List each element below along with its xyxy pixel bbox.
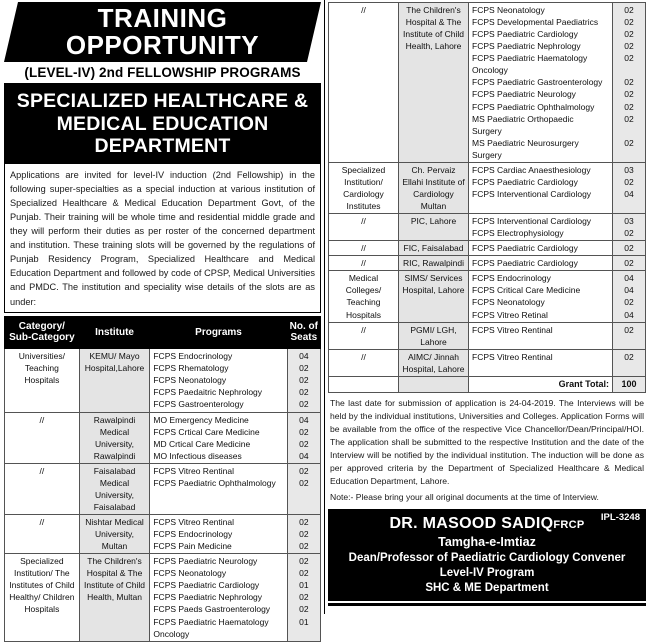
cell-programs: [469, 349, 613, 376]
cell-category: Specialized Institution/ The Institutes of Child Healthy/ Children Hospitals: [5, 554, 80, 641]
cell-seats: [287, 554, 320, 641]
program-line: FCPS Endocrinology: [153, 351, 233, 362]
seat-count: 04: [624, 285, 634, 296]
seat-count: 02: [624, 351, 634, 362]
cell-seats: [287, 515, 320, 554]
cell-institute: FIC, Faisalabad: [399, 241, 469, 256]
program-line: FCPS Paediatric Gastroenterology: [472, 77, 603, 88]
cell-institute: Rawalpindi Medical University, Rawalpindi: [79, 412, 150, 463]
table-row: [329, 349, 646, 376]
cell-category: //: [5, 515, 80, 554]
table-row: [329, 271, 646, 322]
program-line: FCPS Cardiac Anaesthesiology: [472, 164, 591, 175]
program-line: FCPS Rhematology: [153, 363, 229, 374]
seat-count: 02: [624, 113, 634, 124]
cell-programs: [469, 322, 613, 349]
cell-institute: RIC, Rawalpindi: [399, 256, 469, 271]
cell-institute: SIMS/ Services Hospital, Lahore: [399, 271, 469, 322]
program-line: MO Infectious diseases: [153, 450, 242, 461]
seat-count: 02: [624, 5, 634, 15]
seat-count: 02: [299, 517, 309, 528]
cell-programs: [469, 271, 613, 322]
programs-table-right: [328, 2, 646, 393]
cell-programs: [469, 162, 613, 213]
cell-seats: [613, 241, 646, 256]
cell-category: Universities/ Teaching Hospitals: [5, 349, 80, 412]
program-line: Surgery: [472, 149, 502, 160]
cell-seats: [287, 463, 320, 514]
program-line: FCPS Interventional Cardiology: [472, 216, 592, 227]
bottom-rule: [328, 603, 646, 606]
seat-count: 04: [624, 309, 634, 320]
program-line: FCPS Paediatric Cardiology: [472, 29, 578, 40]
table-body-left: [5, 349, 321, 641]
program-line: FCPS Paediatric Neurology: [472, 89, 576, 100]
table-row: [5, 554, 321, 641]
table-row: [329, 3, 646, 163]
programs-table-left: [4, 316, 321, 642]
intro-block: [4, 164, 321, 313]
footer-note-line: Note:- Please bring your all original documents at the time of Interview.: [330, 492, 599, 503]
program-line: FCPS Paediatric Cardiology: [472, 176, 578, 187]
cell-category: Specialized Institution/ Cardiology Institutes: [329, 162, 399, 213]
header-seats: No. of Seats: [287, 316, 320, 349]
cell-category: //: [329, 214, 399, 241]
cell-institute: PIC, Lahore: [399, 214, 469, 241]
seat-count: 02: [624, 297, 634, 308]
program-line: FCPS Vitreo Retinal: [472, 309, 548, 320]
program-line: FCPS Paediatric Cardiology: [472, 243, 578, 254]
seat-count: 02: [299, 426, 309, 437]
program-line: FCPS Crtical Care Medicine: [153, 426, 260, 437]
table-row: [329, 322, 646, 349]
seat-count: 04: [299, 414, 309, 425]
program-line: MO Emergency Medicine: [153, 414, 249, 425]
signature-role: Dean/Professor of Paediatric Cardiology Convener Level-IV Program: [348, 552, 626, 580]
seat-count: 02: [299, 541, 309, 552]
cell-institute: Faisalabad Medical University, Faisalabad: [79, 463, 150, 514]
cell-programs: [469, 241, 613, 256]
program-line: FCPS Developmental Paediatrics: [472, 17, 599, 28]
seat-count: 02: [299, 604, 309, 615]
cell-seats: [613, 214, 646, 241]
table-body-right: [329, 3, 646, 377]
program-line: FCPS Vitreo Rentinal: [472, 351, 553, 362]
program-line: FCPS Paediatric Neurology: [153, 556, 258, 567]
department-banner: [4, 85, 321, 164]
seat-count: 01: [299, 580, 309, 591]
program-line: Surgery: [472, 125, 502, 136]
seat-count: 02: [624, 53, 634, 64]
seat-count: 03: [624, 216, 634, 227]
program-line: Oncology: [472, 65, 508, 76]
signature-block: [328, 509, 646, 601]
program-line: FCPS Gastroenterology: [153, 399, 244, 410]
cell-seats: [613, 349, 646, 376]
cell-category: Medical Colleges/ Teaching Hospitals: [329, 271, 399, 322]
cell-seats: [613, 322, 646, 349]
program-line: FCPS Electrophysiology: [472, 228, 564, 239]
program-line: Oncology: [153, 628, 190, 639]
program-line: FCPS Pain Medicine: [153, 541, 232, 552]
cell-category: //: [329, 349, 399, 376]
program-line: FCPS Endocrinology: [153, 529, 233, 540]
seat-count: 02: [624, 176, 634, 187]
seat-count: 04: [299, 351, 309, 362]
program-line: FCPS Paediatric Cardiology: [472, 258, 578, 269]
cell-institute: AIMC/ Jinnah Hospital, Lahore: [399, 349, 469, 376]
seat-count: 02: [299, 375, 309, 386]
cell-programs: [150, 554, 287, 641]
seat-count: 02: [624, 324, 634, 335]
cell-institute: PGMI/ LGH, Lahore: [399, 322, 469, 349]
seat-count: 03: [624, 164, 634, 175]
table-row: [329, 241, 646, 256]
signature-qualification: FRCP: [553, 519, 585, 532]
cell-seats: [613, 162, 646, 213]
program-line: FCPS Critical Care Medicine: [472, 285, 581, 296]
cell-programs: [150, 349, 287, 412]
cell-institute: The Children's Hospital & The Institute of Child Health, Lahore: [399, 3, 469, 163]
seat-count: 02: [299, 399, 309, 410]
seat-count: 02: [299, 477, 309, 488]
cell-seats: [613, 256, 646, 271]
table-row: [329, 214, 646, 241]
page-subtitle: (LEVEL-IV) 2nd FELLOWSHIP PROGRAMS: [4, 62, 321, 85]
seat-count: 04: [299, 450, 309, 461]
program-line: FCPS Vitreo Rentinal: [153, 517, 234, 528]
header-category: Category/ Sub-Category: [5, 316, 80, 349]
cell-institute: The Children's Hospital & The Institute of Child Health, Multan: [79, 554, 150, 641]
program-line: FCPS Paediatric Ophthalmology: [472, 101, 595, 112]
intro-paragraph: Applications are invited for level-IV induction (2nd Fellowship) in the following super-specialties as a special induction at various institution of Specialized Healthcare & Medical Education Department Govt, of the Punjab. Their training will be whole time and residential middle grade and they will perform their duties as per roster of the concerned department and institution. These training slots will be governed by the regulations of Punjab Residency Program, Specialized Healthcare and Medical Education Department and followed by code of CPSP, Medical Universities and PMDC. The institution and speciality wise details of the slots are as under:: [10, 169, 315, 307]
cell-programs: [150, 515, 287, 554]
cell-programs: [150, 412, 287, 463]
seat-count: 02: [624, 17, 634, 28]
program-line: FCPS Neonatology: [153, 568, 227, 579]
program-line: MD Crtical Care Medicine: [153, 438, 251, 449]
grant-total-label: Grant Total:: [469, 376, 613, 392]
cell-programs: [469, 214, 613, 241]
cell-programs: [150, 463, 287, 514]
seat-count: 04: [624, 273, 634, 284]
table-row: [5, 515, 321, 554]
program-line: FCPS Paediatric Nephrology: [153, 592, 263, 603]
department-line-2: MEDICAL EDUCATION DEPARTMENT: [56, 112, 269, 158]
program-line: FCPS Endocrinology: [472, 273, 551, 284]
table-header-row: [5, 316, 321, 349]
seat-count: 02: [624, 89, 634, 100]
table-row: [329, 162, 646, 213]
program-line: FCPS Paedaitric Nephrology: [153, 387, 263, 398]
program-line: FCPS Vitreo Rentinal: [472, 324, 553, 335]
department-line-1: SPECIALIZED HEALTHCARE &: [16, 90, 309, 113]
seat-count: 02: [624, 243, 634, 254]
table-row: [329, 256, 646, 271]
program-line: MS Paediatric Orthopaedic: [472, 113, 574, 124]
program-line: FCPS Neonatology: [472, 297, 545, 308]
cell-institute: Nishtar Medical University, Multan: [79, 515, 150, 554]
footer-block: [328, 393, 646, 507]
signature-award: Tamgha-e-Imtiaz: [438, 535, 536, 550]
cell-institute: KEMU/ Mayo Hospital,Lahore: [79, 349, 150, 412]
program-line: MS Paediatric Neurosurgery: [472, 137, 579, 148]
signature-name-text: DR. MASOOD SADIQ: [389, 515, 554, 533]
program-line: FCPS Paediatric Nephrology: [472, 41, 581, 52]
header-institute: Institute: [79, 316, 150, 349]
header-programs: Programs: [150, 316, 287, 349]
cell-seats: [613, 3, 646, 163]
program-line: FCPS Paeds Gastroenterology: [153, 604, 271, 615]
grant-total-row: [329, 376, 646, 392]
seat-count: 02: [299, 529, 309, 540]
signature-name: [332, 515, 642, 533]
right-column: [325, 0, 650, 614]
seat-count: 02: [624, 137, 634, 148]
table-row: [5, 349, 321, 412]
footer-paragraph: The last date for submission of application is 24-04-2019. The Interviews will be held by the individual institutions, Universities and Colleges. Application Forms will be available from the office of the respective Vice Chancellor/Dean/Principal/HOI. The application shall be submitted to the respective Institution and the date of the Interview will be notified by the individual institution. The induction will be done as per approved criteria by the Department of Specialized Healthcare & Medical Education Department, Lahore.: [330, 397, 644, 486]
seat-count: 02: [624, 77, 634, 88]
cell-seats: [287, 349, 320, 412]
signature-department: SHC & ME Department: [425, 581, 549, 594]
program-line: FCPS Paediatric Haematology: [472, 53, 588, 64]
seat-count: 02: [299, 363, 309, 374]
program-line: FCPS Neonatology: [472, 5, 545, 15]
table-row: [5, 412, 321, 463]
seat-count: 01: [299, 616, 309, 627]
seat-count: 02: [624, 29, 634, 40]
cell-institute: Ch. Pervaiz Ellahi Institute of Cardiology Multan: [399, 162, 469, 213]
cell-category: //: [5, 412, 80, 463]
seat-count: 02: [624, 41, 634, 52]
page-title: TRAINING OPPORTUNITY: [4, 2, 321, 62]
ipl-code: IPL-3248: [600, 512, 640, 524]
grant-total-value: 100: [613, 376, 646, 392]
cell-category: //: [329, 241, 399, 256]
seat-count: 02: [299, 387, 309, 398]
seat-count: 02: [299, 568, 309, 579]
program-line: FCPS Neonatology: [153, 375, 227, 386]
cell-seats: [287, 412, 320, 463]
left-column: [0, 0, 325, 639]
cell-category: //: [329, 256, 399, 271]
cell-programs: [469, 256, 613, 271]
seat-count: 02: [624, 228, 634, 239]
seat-count: 04: [624, 188, 634, 199]
seat-count: 02: [299, 556, 309, 567]
table-total: [329, 376, 646, 392]
seat-count: 02: [299, 465, 309, 476]
cell-category: //: [5, 463, 80, 514]
program-line: FCPS Paediatric Haematology: [153, 616, 269, 627]
seat-count: 02: [299, 438, 309, 449]
program-line: FCPS Paediatric Cardiology: [153, 580, 260, 591]
cell-category: //: [329, 322, 399, 349]
program-line: FCPS Interventional Cardiology: [472, 188, 592, 199]
cell-programs: [469, 3, 613, 163]
seat-count: 02: [624, 101, 634, 112]
table-row: [5, 463, 321, 514]
cell-seats: [613, 271, 646, 322]
seat-count: 02: [299, 592, 309, 603]
program-line: FCPS Vitreo Rentinal: [153, 465, 234, 476]
seat-count: 02: [624, 258, 634, 269]
cell-category: //: [329, 3, 399, 163]
program-line: FCPS Paediatric Ophthalmology: [153, 477, 276, 488]
